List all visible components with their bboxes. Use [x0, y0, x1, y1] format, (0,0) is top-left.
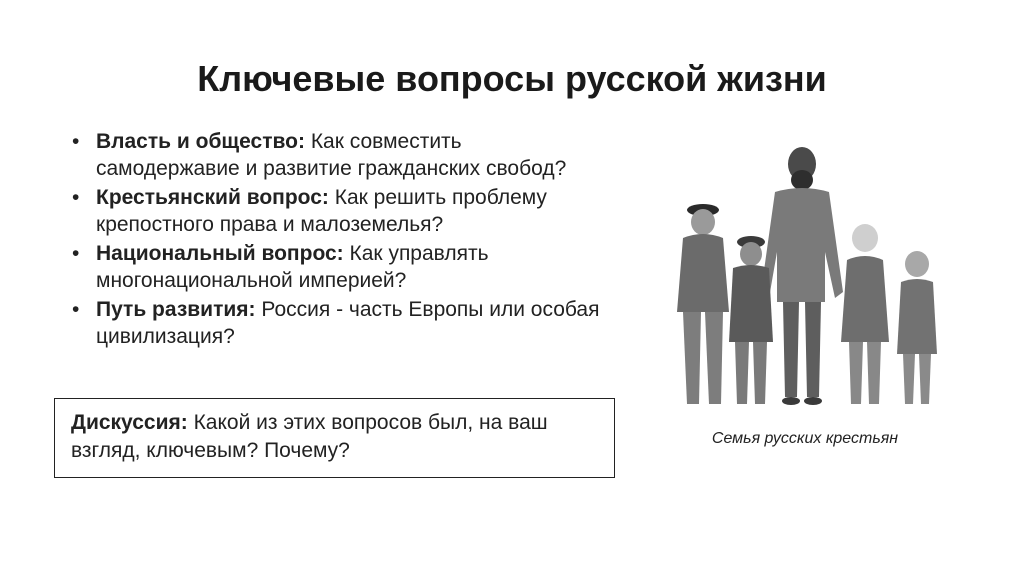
discussion-text: Какой из этих вопросов был, на ваш взгляд, ключевым? Почему? [71, 411, 548, 462]
bullet-dot: • [72, 130, 80, 153]
bullet-text: Как управлять многонациональной империей? [96, 242, 489, 292]
bullet-term: Власть и общество: [96, 130, 305, 153]
bullet-text: Россия - часть Европы или особая цивилизация? [96, 298, 600, 348]
child-figure-4 [897, 251, 937, 404]
bullet-text: Как решить проблему крепостного права и малоземелья? [96, 186, 547, 236]
bullet-item [70, 296, 610, 350]
father-figure [761, 147, 843, 405]
discussion-box [54, 398, 615, 478]
bullet-list [70, 128, 610, 352]
bullet-item [70, 184, 610, 238]
bullet-term: Крестьянский вопрос: [96, 186, 329, 209]
bullet-dot: • [72, 186, 80, 209]
peasant-family-photo [665, 142, 945, 420]
bullet-item [70, 128, 610, 182]
discussion-term: Дискуссия: [71, 411, 188, 434]
bullet-term: Национальный вопрос: [96, 242, 344, 265]
slide-title: Ключевые вопросы русской жизни [197, 58, 827, 99]
bullet-text: Как совместить самодержавие и развитие гражданских свобод? [96, 130, 567, 180]
child-figure-3 [841, 224, 889, 404]
child-figure-1 [677, 204, 729, 404]
bullet-dot: • [72, 242, 80, 265]
photo-caption: Семья русских крестьян [711, 430, 899, 447]
bullet-dot: • [72, 298, 80, 321]
bullet-item [70, 240, 610, 294]
bullet-term: Путь развития: [96, 298, 256, 321]
